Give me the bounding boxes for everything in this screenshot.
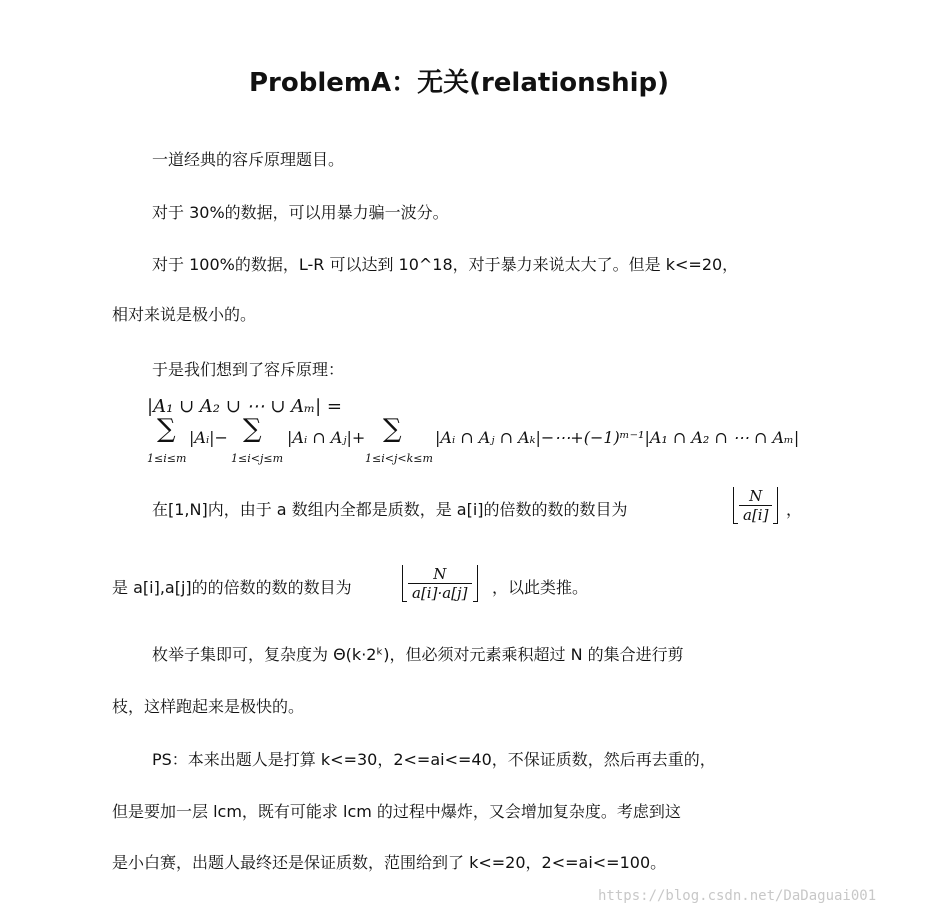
paragraph-count-pair-text: 是 a[i],a[j]的的倍数的数的数目为 xyxy=(112,578,352,597)
floor-right-bracket xyxy=(773,487,778,524)
watermark-url: https://blog.csdn.net/DaDaguai001 xyxy=(598,888,877,904)
paragraph-100-percent-line2: 相对来说是极小的。 xyxy=(112,305,257,324)
paragraph-enumerate-line1: 枚举子集即可，复杂度为 Θ(k·2ᵏ)，但必须对元素乘积超过 N 的集合进行剪 xyxy=(152,645,684,664)
floor-right-bracket xyxy=(473,565,478,602)
paragraph-count-pair-end: ，以此类推。 xyxy=(492,578,589,597)
formula-line1: |A₁ ∪ A₂ ∪ ⋯ ∪ Aₘ| = xyxy=(147,396,342,417)
fraction-n-over-ai-aj xyxy=(408,565,472,602)
inclusion-exclusion-formula xyxy=(147,392,847,472)
formula-term2: |Aᵢ ∩ Aⱼ|+ xyxy=(287,428,366,447)
paragraph-enumerate-line2: 枝，这样跑起来是极快的。 xyxy=(112,697,305,716)
paragraph-intro: 一道经典的容斥原理题目。 xyxy=(152,150,345,169)
paragraph-ps-line1: PS：本来出题人是打算 k<=30，2<=ai<=40，不保证质数，然后再去重的， xyxy=(152,750,716,769)
paragraph-count-single-end: ， xyxy=(786,500,803,519)
sigma-3: ∑ xyxy=(383,414,402,444)
paragraph-30-percent: 对于 30%的数据，可以用暴力骗一波分。 xyxy=(152,203,449,222)
formula-term3: |Aᵢ ∩ Aⱼ ∩ Aₖ|−⋯+(−1)ᵐ⁻¹|A₁ ∩ A₂ ∩ ⋯ ∩ Aₘ| xyxy=(435,428,800,447)
paragraph-ps-line3: 是小白赛，出题人最终还是保证质数，范围给到了 k<=20，2<=ai<=100。 xyxy=(112,853,667,872)
sigma-2-sub: 1≤i<j≤m xyxy=(231,452,284,465)
fraction-numerator: N xyxy=(408,565,472,584)
paragraph-ps-line2: 但是要加一层 lcm，既有可能求 lcm 的过程中爆炸，又会增加复杂度。考虑到这 xyxy=(112,802,681,821)
paragraph-100-percent-line1: 对于 100%的数据，L-R 可以达到 10^18，对于暴力来说太大了。但是 k<=20， xyxy=(152,255,739,274)
fraction-n-over-ai xyxy=(739,487,772,524)
sigma-1: ∑ xyxy=(157,414,176,444)
sigma-2: ∑ xyxy=(243,414,262,444)
formula-term1: |Aᵢ|− xyxy=(189,428,228,447)
fraction-numerator: N xyxy=(739,487,772,506)
paragraph-inclusion-exclusion: 于是我们想到了容斥原理： xyxy=(152,360,345,379)
floor-left-bracket xyxy=(733,487,738,524)
paragraph-count-single-text: 在[1,N]内，由于 a 数组内全都是质数，是 a[i]的倍数的数的数目为 xyxy=(152,500,628,519)
page-title: ProblemA：无关(relationship) xyxy=(248,68,669,98)
floor-left-bracket xyxy=(402,565,407,602)
sigma-3-sub: 1≤i<j<k≤m xyxy=(365,452,433,465)
formula-line2 xyxy=(147,414,807,468)
fraction-denominator: a[i]·a[j] xyxy=(412,584,468,602)
sigma-1-sub: 1≤i≤m xyxy=(147,452,187,465)
fraction-denominator: a[i] xyxy=(743,506,769,524)
